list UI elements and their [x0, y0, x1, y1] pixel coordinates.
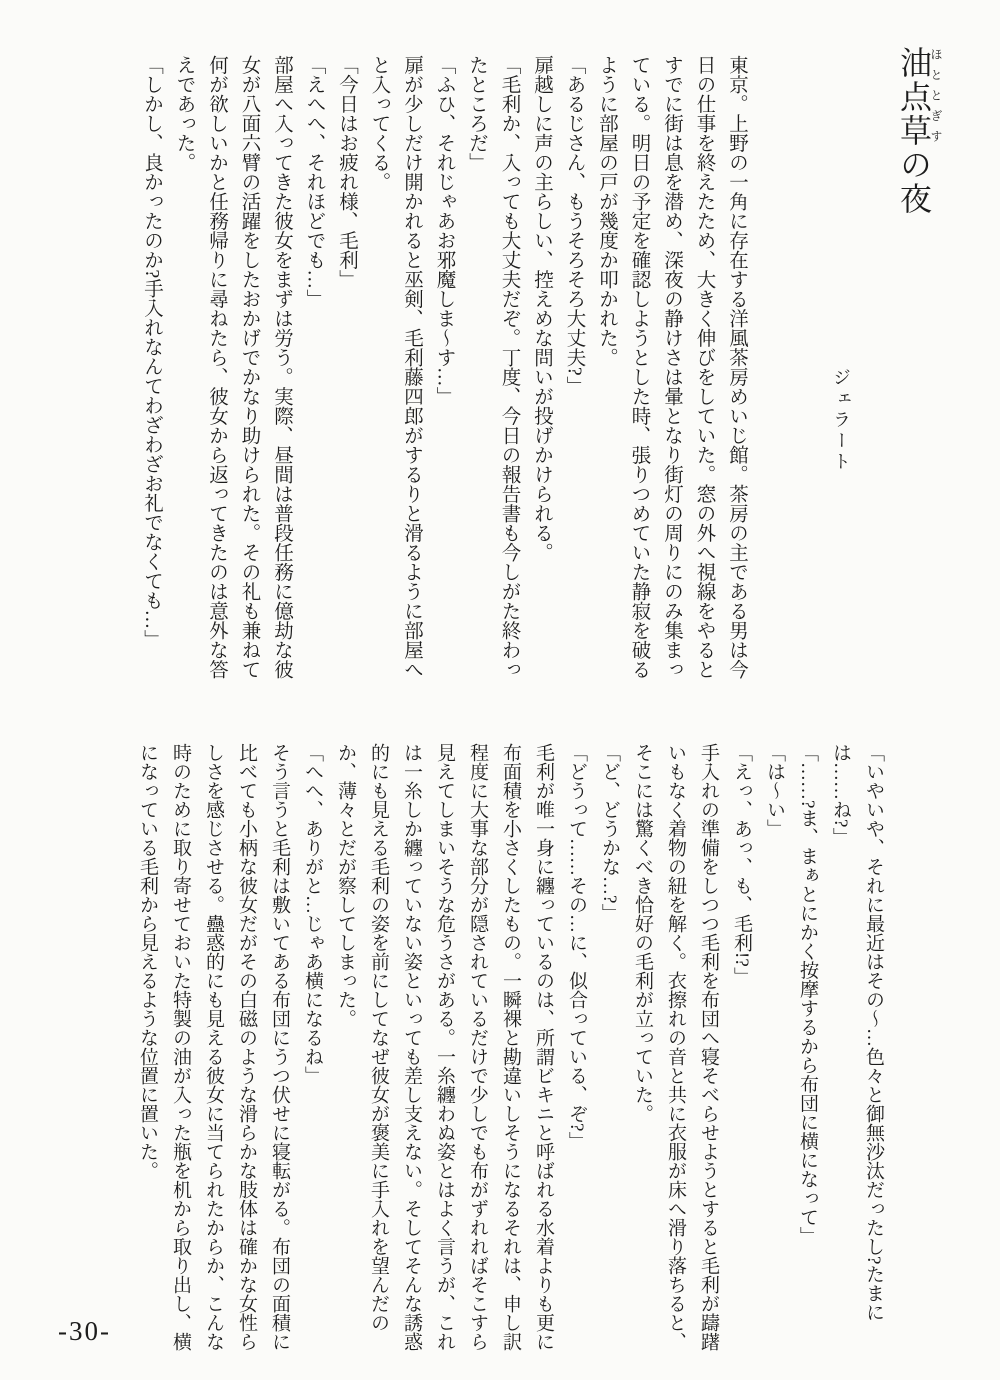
paragraph: 部屋へ入ってきた彼女をまずは労う。実際、昼間は普段任務に億劫な彼女が八面六臂の活躍をしたおかげでかなり助けられた。その礼も兼ねて何が欲しいかと任務帰りに尋ねたら、彼女から返ってきたのは意外な答えであった。: [173, 55, 292, 679]
paragraph: 「今日はお疲れ様、毛利」: [336, 55, 357, 289]
paragraph: 扉越しに声の主らしい、控えめな問いが投げかけられる。: [531, 55, 552, 562]
paragraph: 「いやいや、それに最近はその〜…色々と御無沙汰だったし?たまには……ね?」: [830, 743, 884, 1322]
paragraph: そう言うと毛利は敷いてある布団にうつ伏せに寝転がる。布団の面積に比べても小柄な彼女だがその白磁のような滑らかな肢体は確かな女性らしさを感じさせる。蠱惑的にも見える彼女に当てられたからか、こんな時のために取り寄せておいた特製の油が入った瓶を机から取り出し、横になっている毛利から見えるような位置に置いた。: [137, 743, 290, 1351]
page-title: [888, 46, 942, 216]
paragraph: 「あるじさん、もうそろそろ大丈夫?」: [563, 55, 585, 396]
paragraph: 「しかし、良かったのか?手入れなんてわざわざお礼でなくても…」: [141, 55, 162, 649]
paragraph: 手入れの準備をしつつ毛利を布団へ寝そべらせようとすると毛利が躊躇いもなく着物の紐を解く。衣擦れの音と共に衣服が床へ滑り落ちると、そこには驚くべき恰好の毛利が立っていた。: [632, 743, 719, 1351]
paragraph: 毛利が唯一身に纏っているのは、所謂ビキニと呼ばれる水着よりも更に布面積を小さくしたもの。一瞬裸と勘違いしそうになるそれは、申し訳程度に大事な部分が隠されているだけで少しでも布がずれればそこすら見えてしまいそうな危うさがある。一糸纏わぬ姿とはよく言うが、これは一糸しか纏っていない姿といっても差し支えない。そしてそんな誘惑的にも見える毛利の姿を前にしてなぜ彼女が褒美に手入れを望んだのか、薄々とだが察してしまった。: [335, 743, 554, 1351]
paragraph: 「えっ、あっ、も、毛利!?」: [731, 743, 752, 986]
paragraph: 「えへへ、それほどでも…」: [303, 55, 325, 309]
paragraph: 「は〜い」: [764, 743, 785, 838]
paragraph: 「ふひ、それじゃあお邪魔しま〜す…」: [433, 55, 455, 406]
paragraph: 「へへ、ありがと…じゃあ横になるね」: [302, 743, 323, 1085]
title-kanji: 油点草: [896, 46, 932, 148]
text-section-bottom: [131, 743, 890, 1353]
paragraph: 扉が少しだけ開かれると巫剣、毛利藤四郎がするりと滑るように部屋へと入ってくる。: [368, 55, 422, 679]
author-name: ジェラート: [831, 368, 851, 473]
paragraph: 東京。上野の一角に存在する洋風茶房めいじ館。茶房の主である男は今日の仕事を終えたため、大きく伸びをしていた。窓の外へ視線をやるとすでに街は息を潜め、深夜の静けさは暈となり街灯の周りにのみ集まっている。明日の予定を確認しようとした時、張りつめていた静寂を破るように部屋の戸が幾度か叩かれた。: [596, 55, 747, 679]
paragraph: 「ど、どうかな…?」: [599, 743, 620, 923]
title-ruby-group: [896, 46, 943, 148]
text-section-top: [135, 55, 753, 685]
paragraph: 「……?ま、まぁとにかく按摩するから布団に横になって」: [797, 743, 818, 1246]
page-number: -30-: [58, 1316, 111, 1346]
title-furigana: ほととぎす: [929, 46, 943, 148]
paragraph: 「どうって……その…に、似合っている、ぞ?」: [566, 743, 587, 1151]
title-suffix: の夜: [896, 148, 932, 216]
paragraph: 「毛利か、入っても大丈夫だぞ。丁度、今日の報告書も今しがた終わったところだ」: [466, 55, 520, 679]
